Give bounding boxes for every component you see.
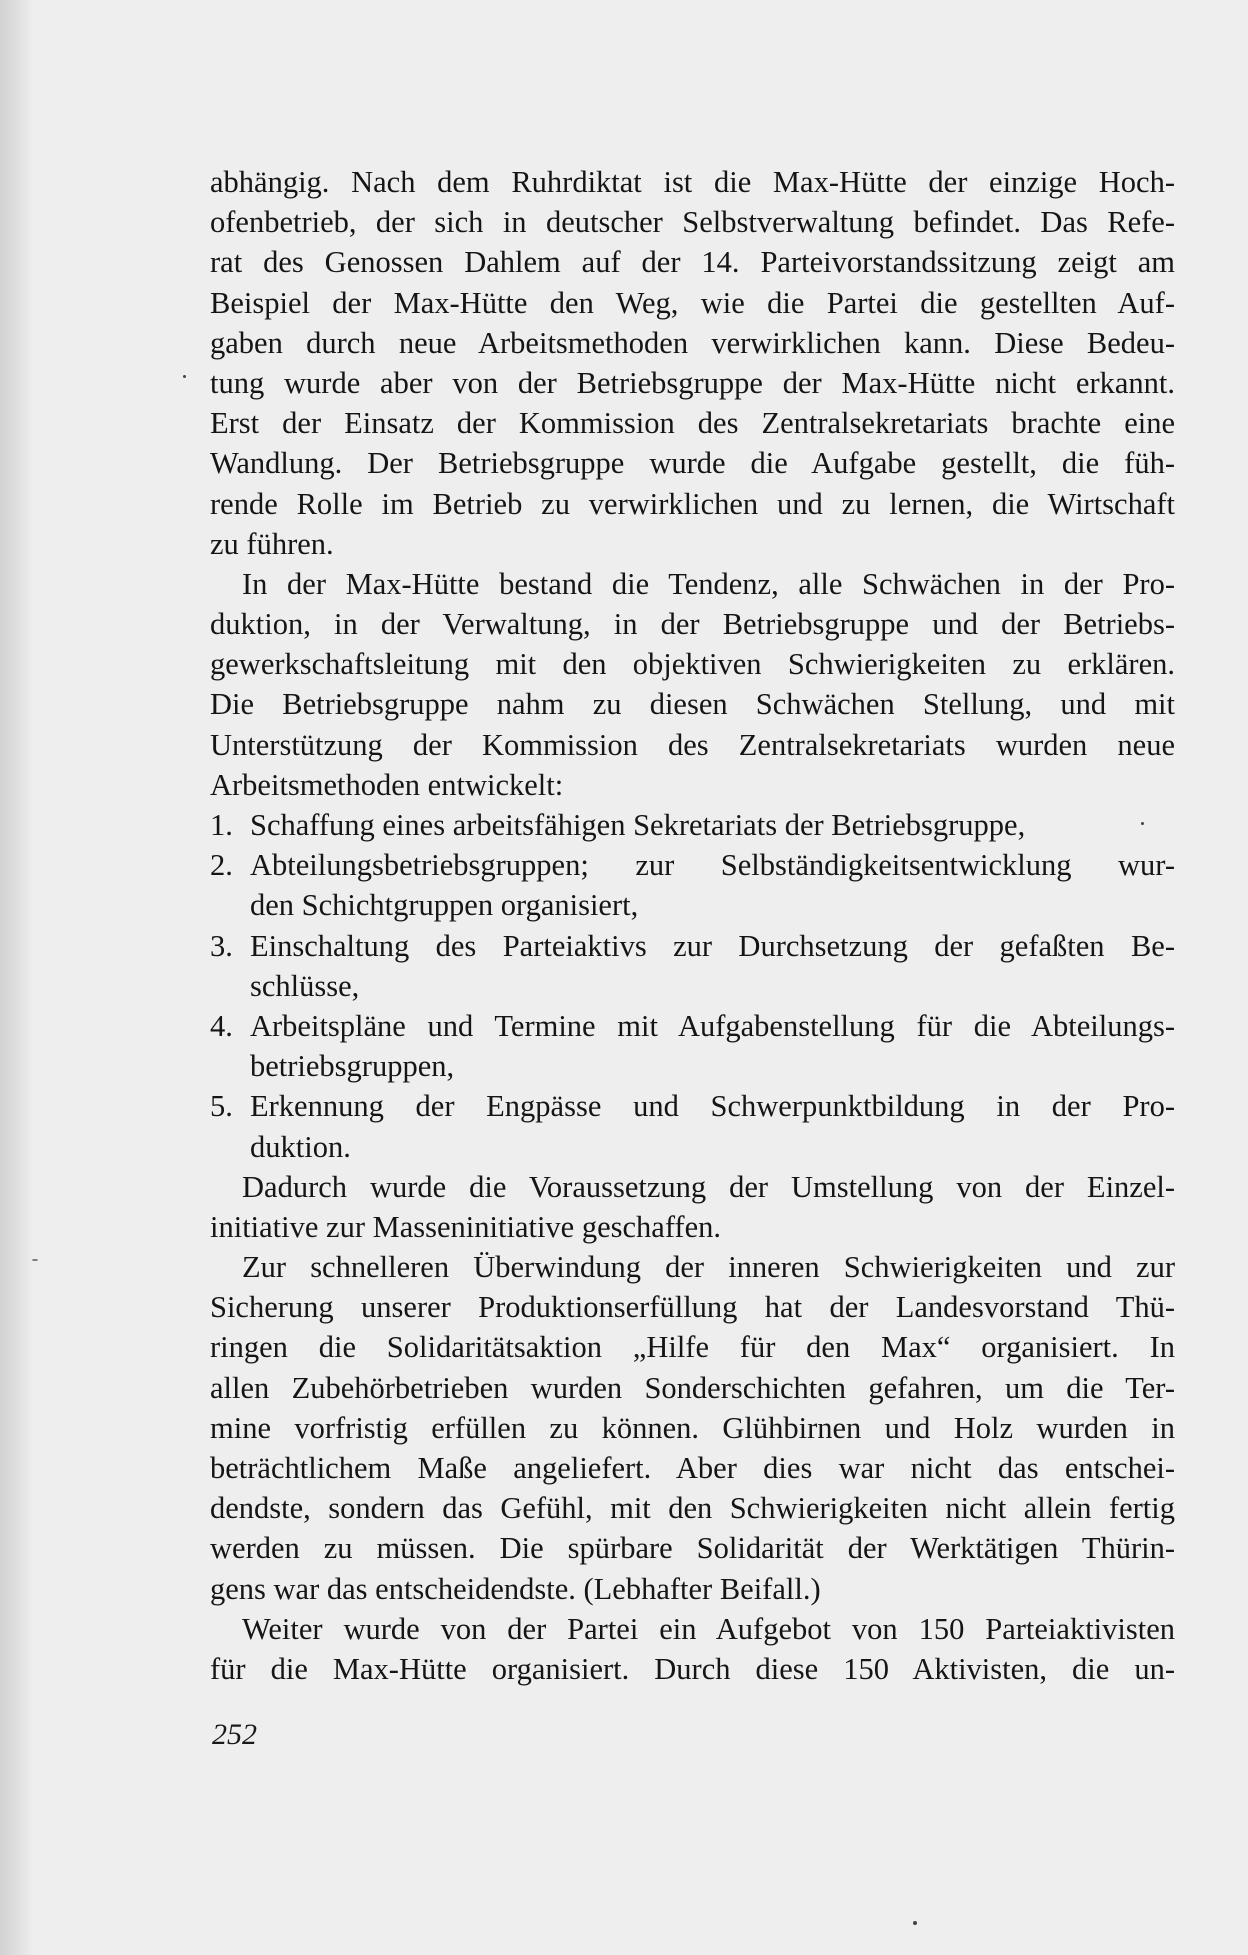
text-line: zu führen. <box>210 526 334 561</box>
list-item-line <box>210 845 1175 885</box>
list-item-number: 4. <box>210 1008 233 1043</box>
scan-speck <box>183 375 186 378</box>
text-line: für die Max-Hütte organisiert. Durch diese 150 Aktivisten, die un- <box>210 1651 1175 1686</box>
text-line: Sicherung unserer Produktionserfüllung hat der Landesvorstand Thü- <box>210 1290 1175 1325</box>
text-line: In der Max-Hütte bestand die Tendenz, alle Schwächen in der Pro- <box>242 566 1175 601</box>
scan-speck <box>32 1259 38 1261</box>
text-line: werden zu müssen. Die spürbare Solidarität der Werktätigen Thürin- <box>210 1531 1175 1566</box>
text-line: Wandlung. Der Betriebsgruppe wurde die Aufgabe gestellt, die füh- <box>210 446 1175 481</box>
list-item <box>210 1006 1175 1086</box>
list-item-line <box>210 926 1175 966</box>
text-line: duktion, in der Verwaltung, in der Betriebsgruppe und der Betriebs- <box>210 607 1175 642</box>
text-line: Arbeitsmethoden entwickelt: <box>210 767 564 802</box>
paragraph <box>210 564 1175 805</box>
list-item-line: den Schichtgruppen organisiert, <box>250 888 639 923</box>
scan-speck <box>913 1921 917 1925</box>
list-item-line: schlüsse, <box>250 968 360 1003</box>
list-item-number: 1. <box>210 808 233 842</box>
text-line: gewerkschaftsleitung mit den objektiven Schwierigkeiten zu erklären. <box>210 647 1175 682</box>
text-line: dendste, sondern das Gefühl, mit den Schwierigkeiten nicht allein fertig <box>210 1491 1175 1526</box>
paragraph <box>210 1167 1175 1247</box>
paragraph <box>210 1247 1175 1609</box>
text-line: rende Rolle im Betrieb zu verwirklichen und zu lernen, die Wirtschaft <box>210 486 1175 521</box>
list-item <box>210 845 1175 925</box>
list-item-text: Schaffung eines arbeitsfähigen Sekretariats der Betriebsgruppe, <box>250 808 1026 842</box>
numbered-list <box>210 805 1175 1167</box>
text-line: Die Betriebsgruppe nahm zu diesen Schwächen Stellung, und mit <box>210 687 1175 722</box>
text-line: allen Zubehörbetrieben wurden Sonderschichten gefahren, um die Ter- <box>210 1370 1175 1405</box>
list-item-line: betriebsgruppen, <box>250 1049 455 1084</box>
list-item-line <box>210 1006 1175 1046</box>
text-line: rat des Genossen Dahlem auf der 14. Parteivorstandssitzung zeigt am <box>210 245 1175 280</box>
list-item-text: Arbeitspläne und Termine mit Aufgabenstellung für die Abteilungs- <box>250 1008 1175 1043</box>
scan-speck <box>1141 822 1144 825</box>
text-line: Erst der Einsatz der Kommission des Zentralsekretariats brachte eine <box>210 406 1175 441</box>
text-line: Zur schnelleren Überwindung der inneren Schwierigkeiten und zur <box>242 1250 1175 1285</box>
list-item-number: 3. <box>210 928 233 963</box>
text-line: gens war das entscheidendste. (Lebhafter Beifall.) <box>210 1571 821 1606</box>
list-item-text: Erkennung der Engpässe und Schwerpunktbildung in der Pro- <box>250 1089 1175 1124</box>
list-item-text: Abteilungsbetriebsgruppen; zur Selbständigkeitsentwicklung wur- <box>250 848 1175 883</box>
text-line: Dadurch wurde die Voraussetzung der Umstellung von der Einzel- <box>242 1169 1175 1204</box>
paragraph <box>210 1609 1175 1689</box>
text-line: ringen die Solidaritätsaktion „Hilfe für den Max“ organisiert. In <box>210 1330 1175 1365</box>
list-item <box>210 1086 1175 1166</box>
text-line: Beispiel der Max-Hütte den Weg, wie die Partei die gestellten Auf- <box>210 285 1175 320</box>
list-item <box>210 926 1175 1006</box>
list-item-line: duktion. <box>250 1129 351 1164</box>
text-line: gaben durch neue Arbeitsmethoden verwirklichen kann. Diese Bedeu- <box>210 325 1175 360</box>
list-item-line <box>210 1086 1175 1126</box>
text-line: beträchtlichem Maße angeliefert. Aber dies war nicht das entschei- <box>210 1451 1175 1485</box>
paragraph <box>210 162 1175 564</box>
list-item-text: Einschaltung des Parteiaktivs zur Durchsetzung der gefaßten Be- <box>250 928 1175 963</box>
text-line: mine vorfristig erfüllen zu können. Glühbirnen und Holz wurden in <box>210 1410 1175 1445</box>
list-item <box>210 805 1175 845</box>
list-item-number: 2. <box>210 848 233 883</box>
text-line: Weiter wurde von der Partei ein Aufgebot von 150 Parteiaktivisten <box>242 1611 1175 1646</box>
text-line: abhängig. Nach dem Ruhrdiktat ist die Max-Hütte der einzige Hoch- <box>210 165 1175 199</box>
text-line: Unterstützung der Kommission des Zentralsekretariats wurden neue <box>210 727 1175 762</box>
body-text <box>210 162 1175 1689</box>
text-line: tung wurde aber von der Betriebsgruppe der Max-Hütte nicht erkannt. <box>210 365 1175 400</box>
page-number: 252 <box>212 1718 257 1751</box>
text-line: ofenbetrieb, der sich in deutscher Selbstverwaltung befindet. Das Refe- <box>210 205 1175 240</box>
list-item-number: 5. <box>210 1089 233 1124</box>
list-item-line <box>210 805 1175 845</box>
text-line: initiative zur Masseninitiative geschaffen. <box>210 1209 721 1244</box>
